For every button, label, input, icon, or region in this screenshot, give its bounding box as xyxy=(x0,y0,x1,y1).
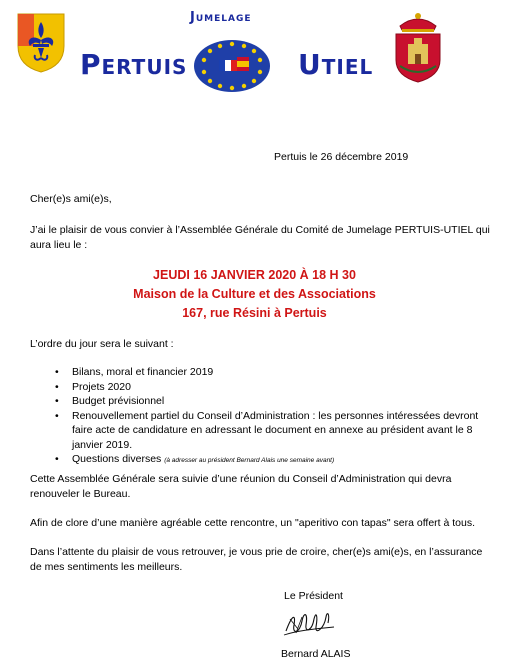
pertuis-wordmark: Pertuis xyxy=(80,48,188,81)
agenda-item: • Renouvellement partiel du Conseil d’Administration : les personnes intéressées devront faire acte de candidature en adressant le document en annexe au président avant le 8 janvier 2019. xyxy=(72,409,500,453)
board-meeting-paragraph: Cette Assemblée Générale sera suivie d’une réunion du Conseil d’Administration qui devra renouveler le Bureau. xyxy=(30,473,452,500)
event-venue: Maison de la Culture et des Associations xyxy=(133,287,376,301)
event-address: 167, rue Résini à Pertuis xyxy=(182,306,327,320)
signature-name: Bernard ALAIS xyxy=(281,648,351,660)
agenda-item: • Bilans, moral et financier 2019 xyxy=(72,365,500,380)
closing-paragraph: Dans l’attente du plaisir de vous retrouver, je vous prie de croire, cher(e)s ami(e)s, en l’assurance de mes sentiments les meilleurs. xyxy=(30,546,483,573)
greeting: Cher(e)s ami(e)s, xyxy=(30,193,112,205)
agenda-item: • Budget prévisionnel xyxy=(72,394,500,409)
letterhead xyxy=(0,0,509,95)
utiel-wordmark: Utiel xyxy=(298,48,374,81)
agenda-list xyxy=(30,365,500,469)
agenda-item: • Projets 2020 xyxy=(72,380,500,395)
pertuis-coat-of-arms-icon xyxy=(16,12,66,74)
agenda-intro: L’ordre du jour sera le suivant : xyxy=(30,338,174,350)
agenda-note: (à adresser au président Bernard Alais une semaine avant) xyxy=(164,457,335,464)
signature-title: Le Président xyxy=(284,590,343,602)
handwritten-signature-icon xyxy=(282,605,338,639)
agenda-item: • Questions diverses (à adresser au président Bernard Alais une semaine avant) xyxy=(72,452,500,469)
letter-date: Pertuis le 26 décembre 2019 xyxy=(274,151,409,163)
eu-flags-emblem-icon xyxy=(192,38,272,94)
event-date-time: JEUDI 16 JANVIER 2020 À 18 H 30 xyxy=(153,268,356,282)
intro-paragraph: J’ai le plaisir de vous convier à l’Assemblée Générale du Comité de Jumelage PERTUIS-UTIEL qui aura lieu le : xyxy=(30,224,490,251)
tapas-paragraph: Afin de clore d’une manière agréable cette rencontre, un "aperitivo con tapas" sera offert à tous. xyxy=(30,517,476,529)
jumelage-label: Jumelage xyxy=(190,10,252,25)
utiel-coat-of-arms-icon xyxy=(390,10,446,84)
